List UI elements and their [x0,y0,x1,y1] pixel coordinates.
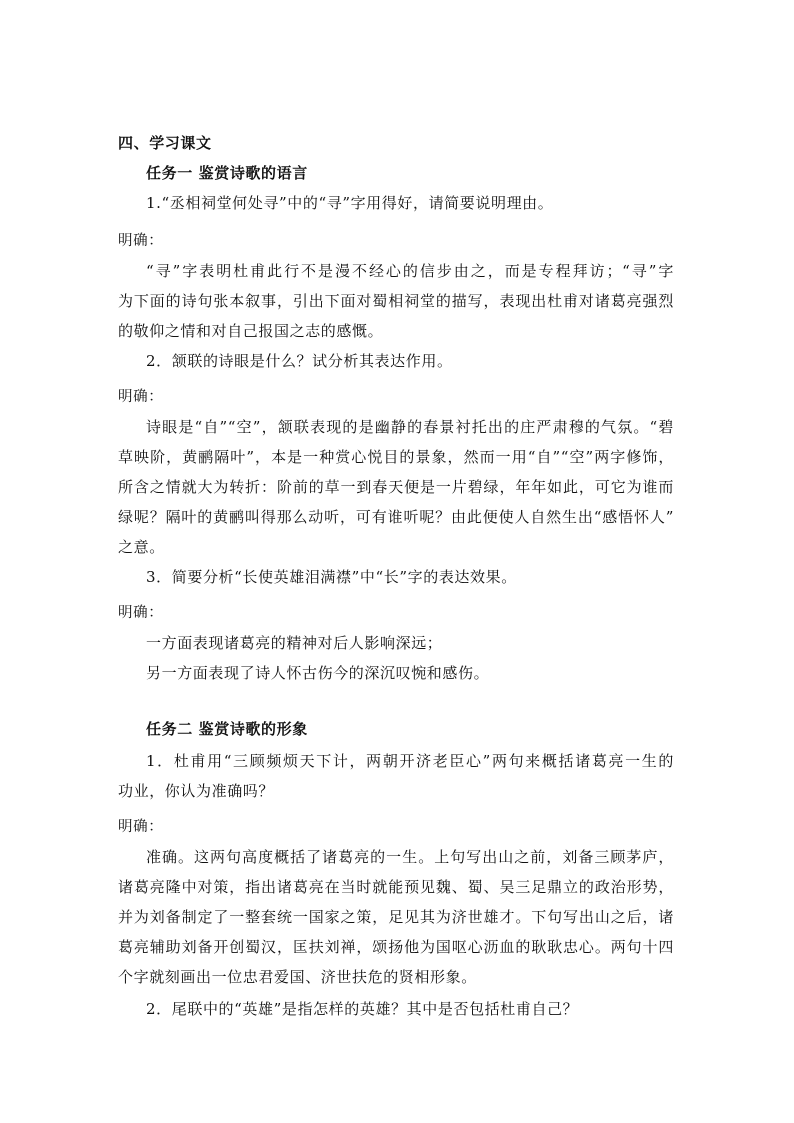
task2-answer-1-line-4: 葛亮辅助刘备开创蜀汉，匡扶刘禅，颂扬他为国呕心沥血的耿耿忠心。两句十四 [118,938,674,956]
task1-question-2: 2．颔联的诗眼是什么？试分析其表达作用。 [146,352,453,370]
task1-answer-1-label: 明确： [118,233,164,249]
task2-answer-1-line-2: 诸葛亮隆中对策，指出诸葛亮在当时就能预见魏、蜀、吴三足鼎立的政治形势， [118,878,674,896]
task1-answer-3-label: 明确： [118,605,164,621]
task1-answer-2-line-3: 所含之情就大为转折：阶前的草一到春天便是一片碧绿，年年如此，可它为谁而 [118,478,674,496]
task1-answer-1-line-2: 为下面的诗句张本叙事，引出下面对蜀相祠堂的描写，表现出杜甫对诸葛亮强烈 [118,292,674,310]
task2-question-1-line-2: 功业，你认为准确吗？ [118,782,275,800]
task2-title: 任务二 鉴赏诗歌的形象 [146,720,308,738]
task2-answer-1-label: 明确： [118,819,164,835]
task2-question-2: 2．尾联中的“英雄”是指怎样的英雄？其中是否包括杜甫自己？ [146,1000,579,1018]
task1-answer-1-line-1: “寻”字表明杜甫此行不是漫不经心的信步由之，而是专程拜访；“寻”字 [146,262,674,280]
task1-answer-2-line-2: 草映阶，黄鹂隔叶”，本是一种赏心悦目的景象，然而一用“自”“空”两字修饰， [118,448,674,466]
task1-answer-2-label: 明确： [118,389,164,405]
task1-answer-2-line-5: 之意。 [118,538,165,556]
task1-answer-3-line-2: 另一方面表现了诗人怀古伤今的深沉叹惋和感伤。 [146,664,490,682]
task2-answer-1-line-3: 并为刘备制定了一整套统一国家之策，足见其为济世雄才。下句写出山之后，诸 [118,908,674,926]
task2-answer-1-line-5: 个字就刻画出一位忠君爱国、济世扶危的贤相形象。 [118,968,477,986]
task1-answer-1-line-3: 的敬仰之情和对自己报国之志的感慨。 [118,322,384,340]
task1-answer-2-line-4: 绿呢？隔叶的黄鹂叫得那么动听，可有谁听呢？由此便使人自然生出“感悟怀人” [118,508,674,526]
task1-title: 任务一 鉴赏诗歌的语言 [146,164,308,182]
task1-question-1: 1.“丞相祠堂何处寻”中的“寻”字用得好，请简要说明理由。 [146,194,554,212]
section-heading: 四、学习课文 [118,134,212,152]
task1-answer-2-line-1: 诗眼是“自”“空”，颔联表现的是幽静的春景衬托出的庄严肃穆的气氛。“碧 [146,418,674,436]
task1-answer-3-line-1: 一方面表现诸葛亮的精神对后人影响深远； [146,634,443,652]
task1-question-3: 3．简要分析“长使英雄泪满襟”中“长”字的表达效果。 [146,568,517,586]
task2-answer-1-line-1: 准确。这两句高度概括了诸葛亮的一生。上句写出山之前，刘备三顾茅庐， [146,848,674,866]
task2-question-1-line-1: 1．杜甫用“三顾频烦天下计，两朝开济老臣心”两句来概括诸葛亮一生的 [146,752,674,770]
